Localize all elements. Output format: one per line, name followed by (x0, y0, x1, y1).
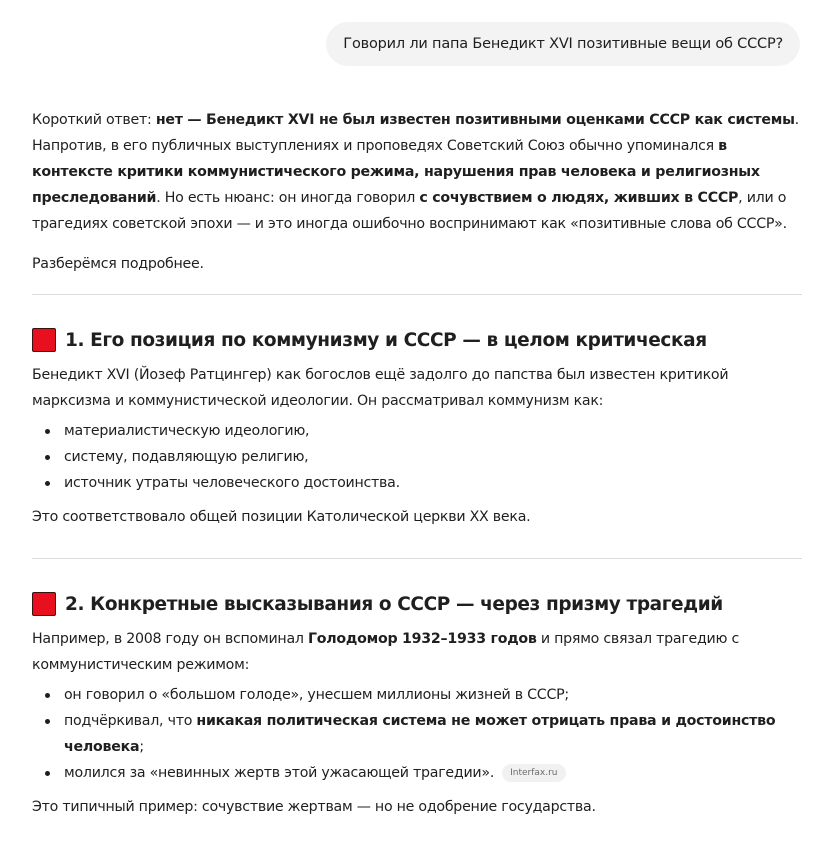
follow-paragraph: Разберёмся подробнее. (32, 256, 204, 272)
intro-text-4: , или о трагедиях советской эпохи — и это иногда ошибочно воспринимают как «позитивные слова об СССР». (32, 190, 787, 232)
section-1-list (32, 418, 802, 496)
list-item (32, 708, 802, 760)
section-2-text-2: и прямо связал трагедию с коммунистическим режимом: (32, 631, 740, 673)
intro-paragraph (32, 107, 802, 239)
section-2-text (32, 626, 802, 678)
list-item-text: подчёркивал, что (64, 713, 197, 729)
section-divider (32, 558, 802, 559)
list-item-text: молился за «невинных жертв этой ужасающей трагедии». (64, 765, 495, 781)
section-2-heading (32, 590, 802, 618)
section-2-list (32, 682, 802, 786)
red-square-icon (32, 328, 56, 352)
section-2-heading-text: 2. Конкретные высказывания о СССР — через призму трагедий (65, 593, 723, 615)
list-item: источник утраты человеческого достоинства. (32, 470, 802, 496)
list-item (32, 760, 802, 786)
section-2-closing: Это типичный пример: сочувствие жертвам — но не одобрение государства. (32, 799, 596, 815)
list-item-bold: никакая политическая система не может отрицать права и достоинство человека (64, 713, 776, 755)
assistant-answer (32, 107, 802, 820)
intro-text-1: Короткий ответ: (32, 112, 156, 128)
section-1-heading-text: 1. Его позиция по коммунизму и СССР — в целом критическая (65, 329, 707, 351)
red-square-icon (32, 592, 56, 616)
list-item-text: он говорил о «большом голоде», унесшем миллионы жизней в СССР; (64, 687, 569, 703)
intro-bold-1: нет — Бенедикт XVI не был известен позитивными оценками СССР как системы (155, 112, 795, 128)
list-item: систему, подавляющую религию, (32, 444, 802, 470)
list-item-text: ; (139, 739, 144, 755)
section-2-bold: Голодомор 1932–1933 годов (307, 631, 537, 647)
intro-text-2: . Напротив, в его публичных выступлениях и проповедях Советский Союз обычно упоминался (32, 112, 799, 154)
user-message-bubble (326, 22, 800, 66)
section-1-closing: Это соответствовало общей позиции Католической церкви XX века. (32, 509, 531, 525)
intro-bold-2: в контексте критики коммунистического режима, нарушения прав человека и религиозных преследований (32, 138, 760, 206)
list-item (32, 682, 802, 708)
section-2-text-1: Например, в 2008 году он вспоминал (32, 631, 308, 647)
section-divider (32, 294, 802, 295)
source-chip-link[interactable]: Interfax.ru (502, 764, 565, 782)
intro-bold-3: с сочувствием о людях, живших в СССР (419, 190, 739, 206)
user-message-text: Говорил ли папа Бенедикт XVI позитивные вещи об СССР? (343, 36, 783, 52)
list-item: материалистическую идеологию, (32, 418, 802, 444)
intro-text-3: . Но есть нюанс: он иногда говорил (156, 190, 420, 206)
section-1-text: Бенедикт XVI (Йозеф Ратцингер) как богослов ещё задолго до папства был известен критикой марксизма и коммунистической идеологии. Он рассматривал коммунизм как: (32, 367, 729, 409)
section-1-heading (32, 326, 802, 354)
